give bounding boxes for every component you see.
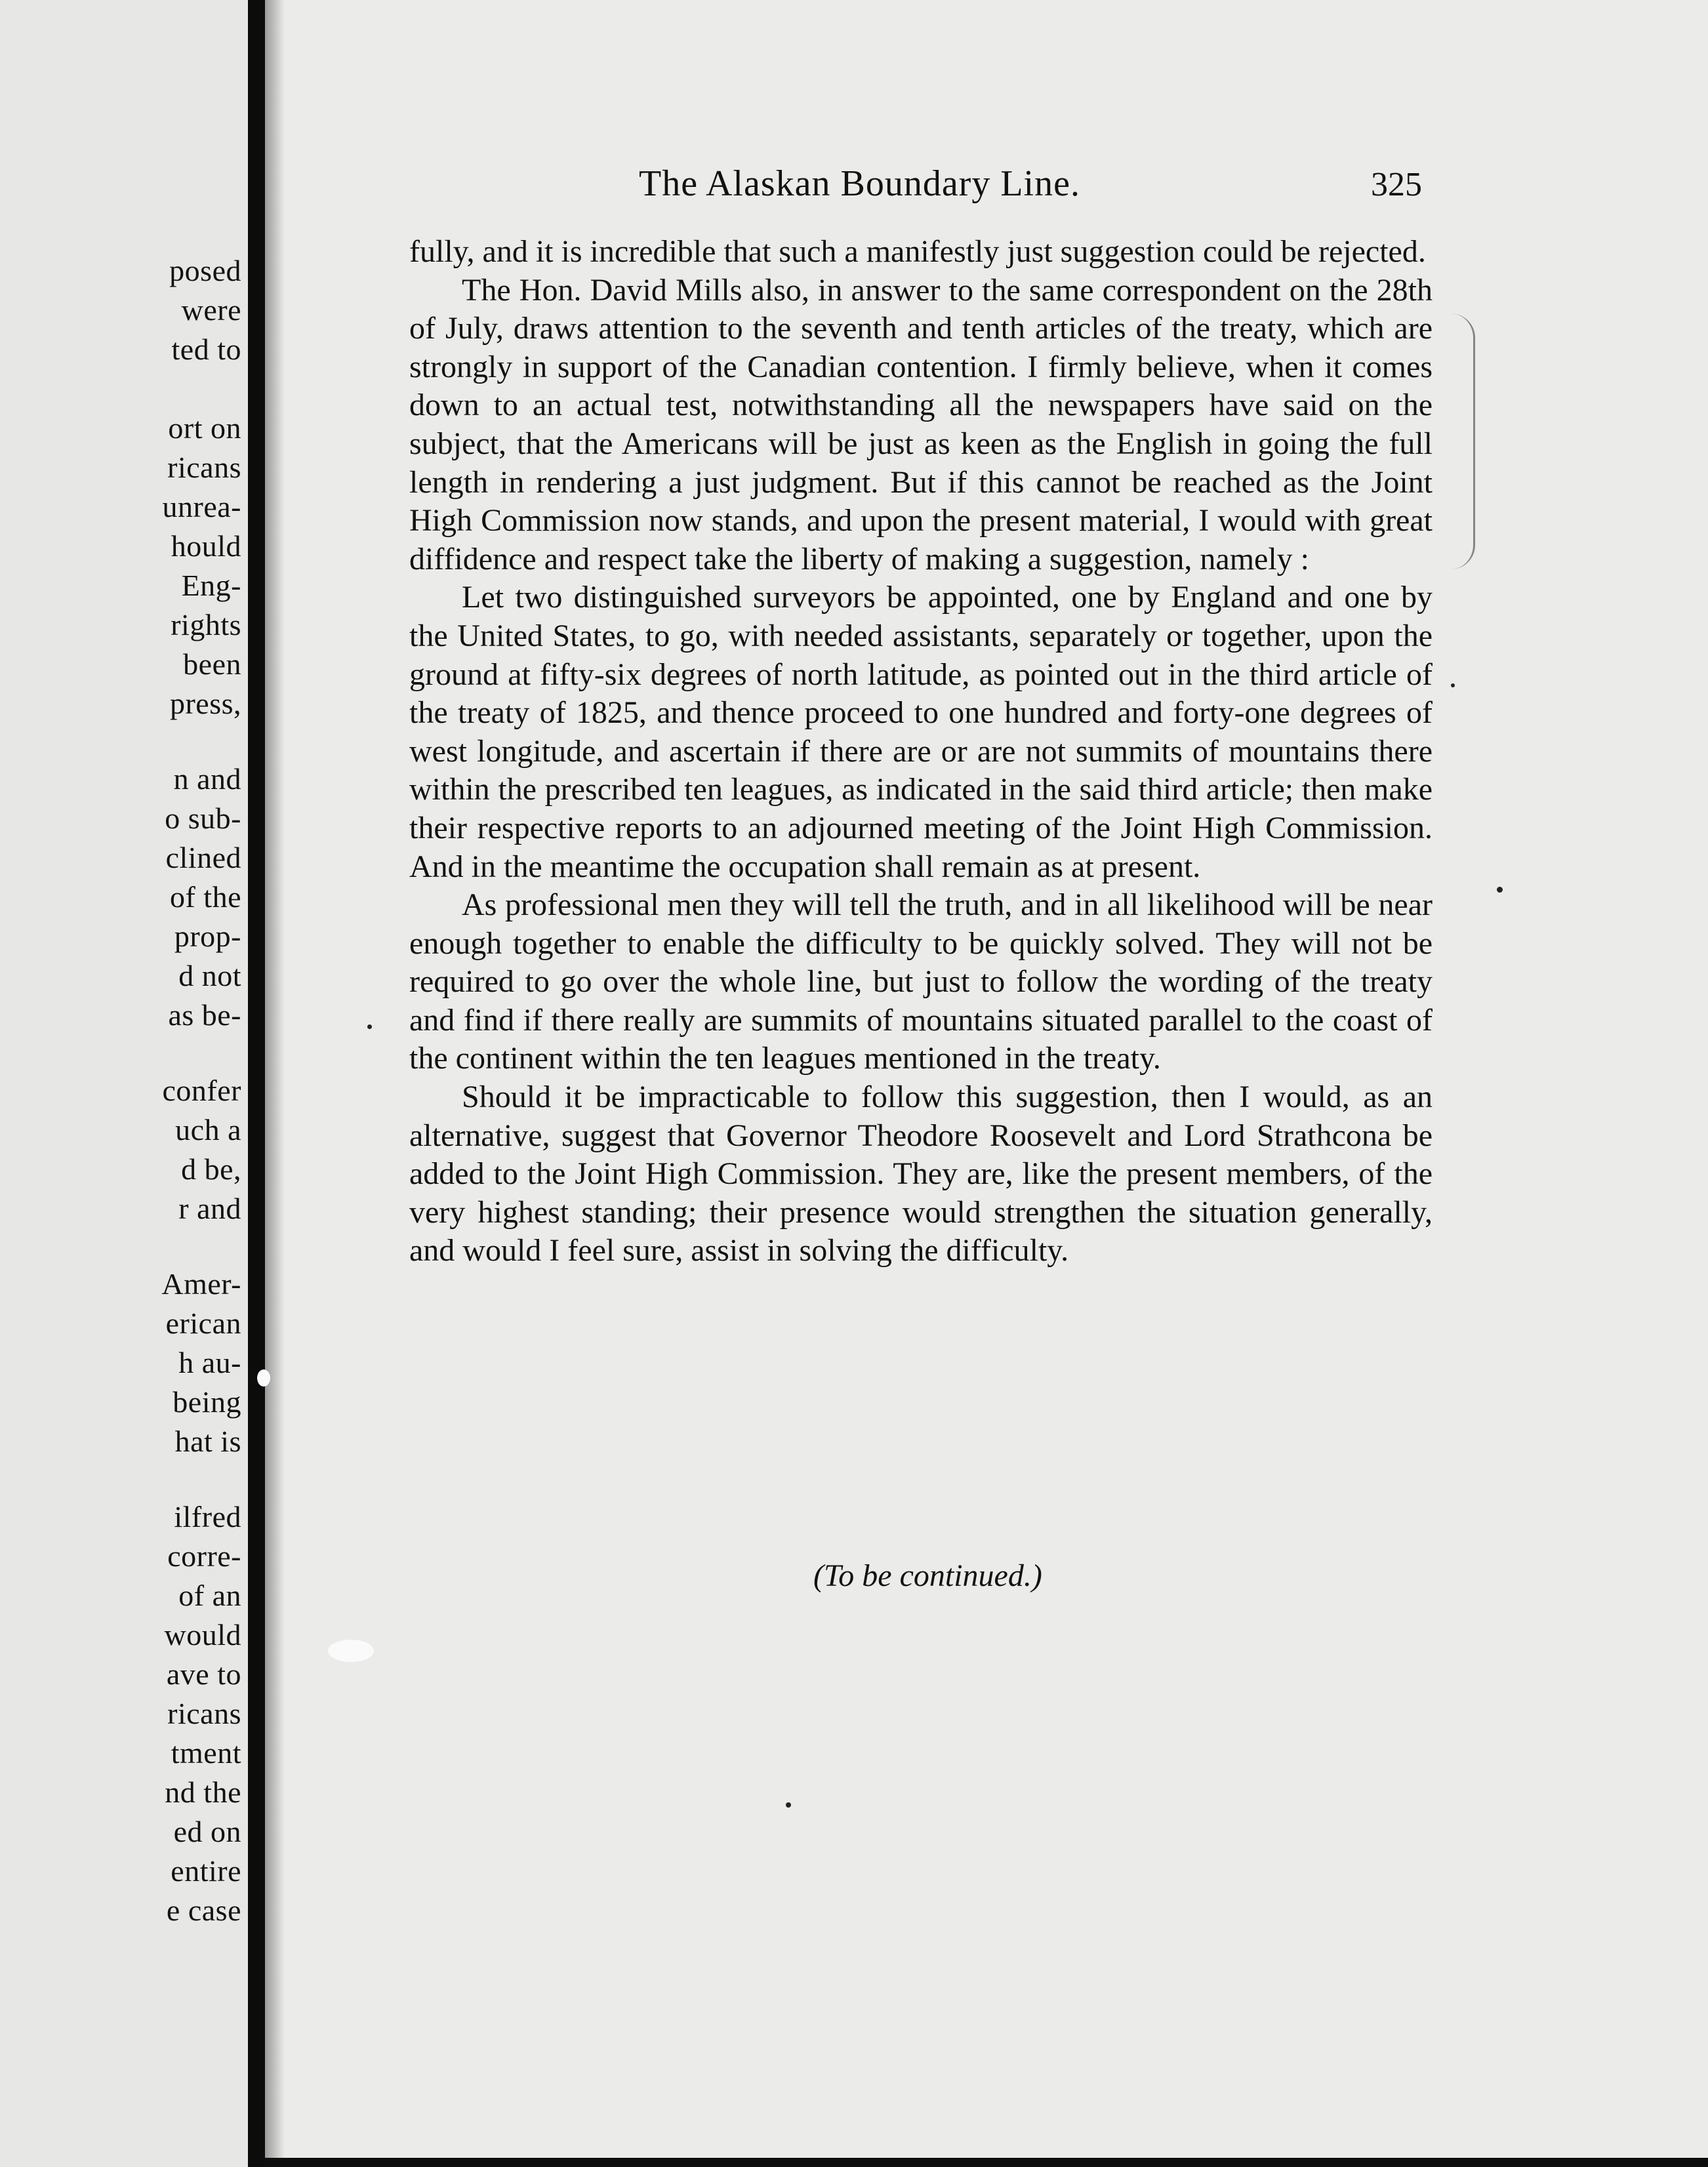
paragraph-2: The Hon. David Mills also, in answer to the same correspondent on the 28th of July, draws attention to the seventh and tenth articles of the treaty, which are strongly in support of the Canadian contention. I firmly believe, when it comes down to an actual test, notwithstanding all the newspapers have said on the subject, that the Americans will be just as keen as the English in going the full length in rendering a just judgment. But if this cannot be reached as the Joint High Commission now stands, and upon the present material, I would with great diffidence and respect take the liberty of making a suggestion, namely : [409,272,1433,577]
left-page-line: tment [171,1736,241,1770]
left-page-line: nd the [165,1775,241,1809]
paragraph-5: Should it be impracticable to follow this suggestion, then I would, as an alternative, suggest that Governor Theodore Roosevelt and Lord Strathcona be added to the Joint High Commission. They are, like the present members, of the very highest standing; their presence would strengthen the situation generally, and would I feel sure, assist in solving the difficulty. [409,1080,1433,1268]
left-page-line: hat is [174,1425,241,1458]
ink-speck [1451,683,1455,687]
left-page-line: ilfred [174,1500,241,1533]
paper-blemish [257,1369,270,1387]
left-page-line: e case [166,1894,241,1927]
running-header: The Alaskan Boundary Line. [639,163,1080,204]
page-gutter [248,0,265,2167]
left-page-line: Eng- [181,569,241,602]
left-page-line: unrea- [162,490,241,523]
left-page-fragment [0,0,248,2167]
left-page-line: r and [178,1192,241,1225]
left-page-line: rights [171,608,241,641]
left-page-line: ricans [167,1697,241,1730]
left-page-line: posed [169,254,241,287]
bottom-edge [265,2158,1708,2167]
left-page-line: clined [165,841,241,874]
left-page-line: ort on [168,411,241,445]
to-be-continued: (To be continued.) [813,1558,1042,1593]
left-page-line: ed on [173,1815,241,1848]
margin-bracket-mark [1451,314,1475,569]
left-page-line: of an [178,1579,241,1612]
left-page-line: d be, [181,1152,241,1186]
page-shadow [265,0,285,2158]
left-page-line: uch a [175,1113,241,1146]
body-text [409,233,1433,1270]
left-page-line: entire [171,1854,241,1888]
left-page-line: of the [169,880,241,914]
left-page-line: were [181,293,241,327]
left-page-line: confer [162,1074,241,1107]
ink-speck [367,1024,372,1029]
paragraph-1: fully, and it is incredible that such a manifestly just suggestion could be rejected. [409,234,1426,269]
left-page-line: erican [165,1306,241,1340]
left-page-line: press, [169,687,241,720]
page-number: 325 [1371,166,1422,203]
left-page-line: been [183,647,241,681]
left-page-line: n and [173,762,241,796]
paragraph-3: Let two distinguished surveyors be appointed, one by England and one by the United States, to go, with needed assistants, separately or together, upon the ground at fifty-six degrees of north latitude, as pointed out in the third article of the treaty of 1825, and thence proceed to one hundred and forty-one degrees of west longitude, and ascertain if there are or are not summits of mountains there within the prescribed ten leagues, as indicated in the said third article; then make their respective reports to an adjourned meeting of the Joint High Commission. And in the meantime the occupation shall remain as at present. [409,580,1433,884]
left-page-line: Amer- [161,1267,241,1301]
left-page-line: prop- [174,920,241,953]
left-page-line: would [164,1618,241,1651]
ink-speck [1497,887,1503,893]
left-page-line: o sub- [165,801,241,835]
left-page-line: ted to [171,333,241,366]
left-page-line: ave to [166,1657,241,1691]
left-page-line: corre- [167,1539,241,1573]
ink-speck [786,1802,791,1808]
left-page-line: being [173,1385,241,1419]
left-page-line: hould [171,529,241,563]
paper-blemish [328,1640,374,1662]
left-page-line: ricans [167,451,241,484]
left-page-line: h au- [178,1346,241,1379]
paragraph-4: As professional men they will tell the truth, and in all likelihood will be near enough together to enable the difficulty to be quickly solved. They will not be required to go over the whole line, but just to follow the wording of the treaty and find if there really are summits of mountains situated parallel to the coast of the continent within the ten leagues mentioned in the treaty. [409,887,1433,1076]
left-page-line: d not [178,959,241,992]
left-page-line: as be- [168,998,241,1032]
